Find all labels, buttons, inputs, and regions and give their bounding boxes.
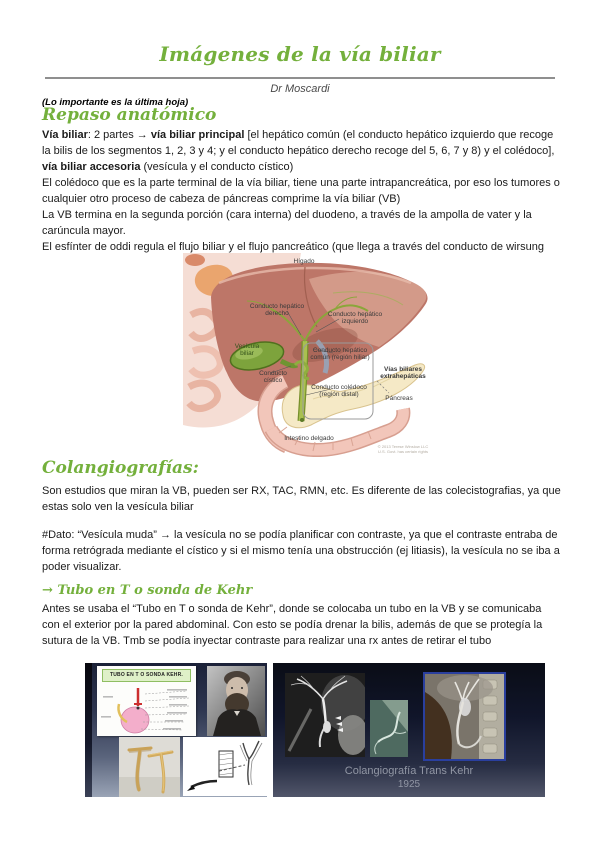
section-heading-colangiografias: Colangiografías:	[42, 458, 199, 478]
author-line: Dr Moscardi	[270, 83, 330, 95]
kehr-paragraph	[42, 601, 562, 649]
xray-caption-year: 1925	[397, 779, 421, 790]
slide-left-edge-bar	[85, 663, 92, 797]
label-conducto-hepatico-derecho: Conducto hepático derecho	[249, 303, 305, 317]
xray-slide	[273, 663, 545, 797]
kehr-slide	[85, 663, 267, 797]
label-conducto-hepatico-comun: Conducto hepático común (región hiliar)	[310, 347, 370, 361]
label-vias-biliares-extrahepaticas: Vías biliares extrahepáticas	[380, 366, 426, 380]
label-vesicula-biliar: Vesícula biliar	[234, 343, 260, 357]
label-pancreas: Páncreas	[385, 395, 413, 402]
paragraph-esfinter: El esfínter de oddi regula el flujo biliar y el flujo pancreático (que llega a través del conducto de wirsung	[42, 241, 545, 253]
cholangiogram-xray-1	[285, 673, 365, 757]
cholangiogram-xray-2	[370, 700, 408, 757]
title-divider	[45, 77, 555, 79]
paragraph-via-biliar: Vía biliar: 2 partes → vía biliar principal [el hepático común (el conducto hepático izquierdo que recoge la bilis de los segmentos 1, 2, 3 y 4; y el conducto hepático derecho recoge del 5, 6, 7 y 8) y el colédoco], vía biliar accesoria (vesícula y el conducto cístico)	[42, 129, 555, 173]
anatomy-figure	[183, 253, 435, 457]
kehr-slide-banner: TUBO EN T O SONDA KEHR.	[102, 669, 191, 682]
label-conducto-hepatico-izquierdo: Conducto hepático izquierdo	[327, 311, 383, 325]
kehr-diagram-card	[97, 666, 196, 736]
dato-paragraph	[42, 527, 562, 575]
paragraph-vesicula-muda: #Dato: “Vesícula muda” → la vesícula no se podía planificar con contraste, ya que el contraste entraba de forma retrógrada mediante el cístico y si el mismo tenía una obstrucción (ej litiasis), la vesícula no se iba a poder visualizar.	[42, 529, 560, 573]
doc-title: Imágenes de la vía biliar	[159, 42, 441, 66]
xray-caption: Colangiografía Trans Kehr	[344, 765, 474, 777]
note-line: (Lo importante es la última hoja)	[42, 97, 189, 108]
subsection-heading-kehr: → Tubo en T o sonda de Kehr	[42, 583, 253, 598]
label-conducto-cistico: Conducto cístico	[259, 370, 287, 384]
label-higado: Hígado	[293, 258, 315, 265]
figure-credit-text: © 2013 Terese Winslow LLC U.S. Govt. has certain rights	[377, 444, 429, 454]
section-heading-repaso: Repaso anatómico	[42, 105, 217, 125]
t-tube-drawing	[183, 737, 267, 796]
repaso-paragraphs	[42, 127, 562, 255]
paragraph-kehr: Antes se usaba el “Tubo en T o sonda de Kehr”, donde se colocaba un tubo en la VB y se comunicaba con el exterior por la pared abdominal. Con esto se podía drenar la bilis, además de que se protegía la sutura de la VB. Tmb se podía inyectar contraste para realizar una rx antes de retirar el tubo	[42, 603, 543, 647]
colangiografias-paragraph	[42, 483, 562, 515]
paragraph-colangiografias: Son estudios que miran la VB, pueden ser RX, TAC, RMN, etc. Es diferente de las colecistografias, ya que estas solo ven la vesícula biliar	[42, 485, 561, 513]
hans-kehr-portrait-photo	[207, 666, 265, 736]
label-intestino-delgado: Intestino delgado	[284, 435, 334, 442]
label-conducto-coledoco: Conducto colédoco (región distal)	[311, 384, 367, 398]
paragraph-vb-termina: La VB termina en la segunda porción (cara interna) del duodeno, a través de la ampolla de vater y la carúncula mayor.	[42, 209, 532, 237]
t-tube-photo	[119, 737, 180, 797]
paragraph-coledoco: El colédoco que es la parte terminal de la vía biliar, tiene una parte intrapancreática, por eso los tumores o cualquier otro proceso de cabeza de páncreas comprime la vía biliar (VB)	[42, 177, 560, 205]
cholangiogram-xray-3	[423, 672, 506, 761]
kehr-ttube-diagram	[97, 682, 196, 736]
